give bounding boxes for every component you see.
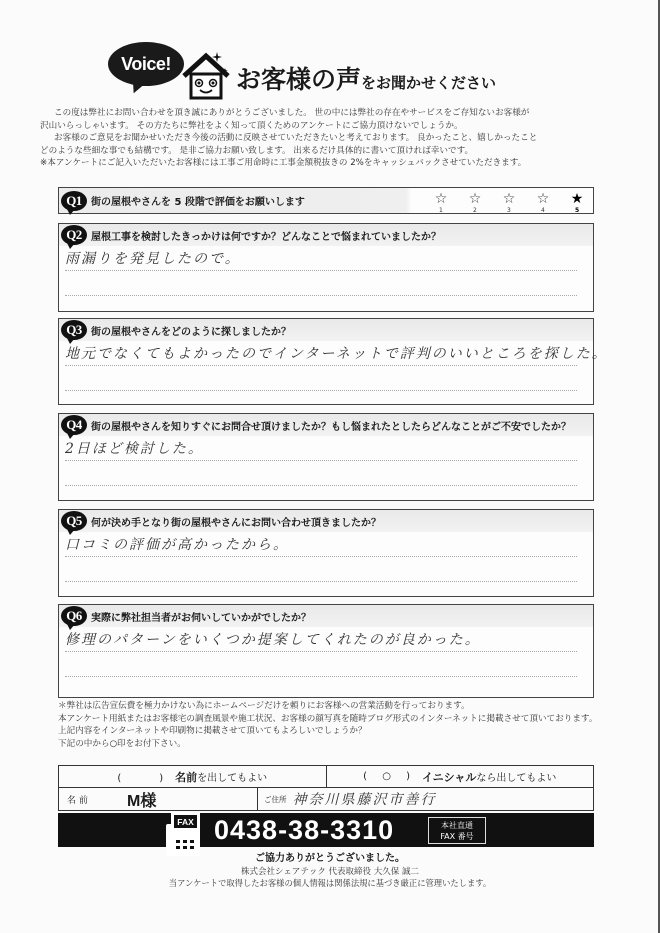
name-label: 名 前 [67,795,88,806]
fax-bar [58,813,594,847]
intro-line: お客様のご意見をお聞かせいただき今後の活動に反映させていただきたいと考えております。 良かったこと、嬉しかったこと [54,133,538,144]
company-name: 株式会社シェアテック 代表取締役 大久保 誠二 [241,867,419,877]
fax-tag [428,817,486,844]
handwritten-answer: 地元でなくてもよかったのでインターネットで評判のいいところを探した。 [65,346,608,362]
address-label: ご住所 [264,794,287,804]
publication-notes [58,700,618,751]
answer-line[interactable] [65,652,577,677]
note-line: 上記内容をインターネットや印刷物に掲載させて頂いてもよろしいでしょうか？ [58,726,367,737]
question-badge: Q4 [61,415,87,435]
handwritten-answer: 雨漏りを発見したので。 [65,251,241,267]
question-badge: Q1 [61,191,87,211]
note-line: 本アンケート用紙またはお客様宅の調査風景や施工状況、お客様の顔写真を随時ブログ形式のインターネットに掲載させて頂いております。 [58,713,598,724]
intro-line: この度は弊社にお問い合わせを頂き誠にありがとうございました。 世の中には弊社の存在やサービスをご存知ないお客様が [54,108,530,118]
question-6-box [58,604,594,698]
star-icon-5-selected[interactable]: ★ 5 [570,191,584,214]
question-4-box [58,413,594,501]
answer-line[interactable] [65,461,577,486]
question-text: 実際に弊社担当者がお伺いしていかがでしたか？ [91,612,311,624]
question-3-header [59,319,593,341]
question-badge: Q2 [61,225,87,245]
answer-line[interactable] [65,532,577,557]
note-line: ＊弊社は広告宣伝費を極力かけない為にホームページだけを頼りにお客様への営業活動を行っております。 [58,701,470,711]
handwritten-answer: 修理のパターンをいくつか提案してくれたのが良かった。 [65,632,481,648]
address-value: 神奈川県藤沢市善行 [292,792,437,808]
question-text: 街の屋根やさんを 5 段階で評価をお願いします [91,197,305,208]
answer-line[interactable] [65,271,577,296]
question-badge: Q5 [61,511,87,531]
handwritten-answer: 2日ほど検討した。 [65,441,204,457]
title-sub: をお聞かせください [361,74,497,92]
fax-tag-line1: 本社直通 [441,820,473,830]
question-5-box [58,509,594,597]
question-3-box [58,318,608,405]
option-rest: を出してもよい [197,773,268,784]
question-5-header [59,510,593,532]
answer-line[interactable] [65,436,577,461]
option-mark: ( ) [117,773,170,784]
question-4-header [59,414,593,436]
option-initial[interactable] [326,766,594,787]
question-1-box [58,187,594,214]
answer-line[interactable] [65,341,608,366]
voice-badge: Voice! [108,42,184,86]
star-icon-4[interactable]: ☆ 4 [536,191,550,214]
question-text: 屋根工事を検討したきっかけは何ですか？どんなことで悩まれていましたか？ [91,231,441,243]
intro-line: どのような些細な事でも結構です。 是非ご協力お願い致します。 出来るだけ具体的に書いて頂ければ幸いです。 [40,145,474,156]
answer-line[interactable] [65,246,577,271]
name-field[interactable]: M様 [127,792,157,810]
thanks-message: ご協力ありがとうございました。 [255,853,405,864]
intro-line: 沢山いらっしゃいます。 その方たちに弊社をよく知って頂くためのアンケートにご協力頂けないでしょうか。 [40,120,463,131]
fax-tag-line2: FAX 番号 [440,831,474,841]
note-line: 下記の中から○印をお付下さい。 [58,739,186,750]
handwritten-answer: 口コミの評価が高かったから。 [65,537,289,553]
question-text: 街の屋根やさんをどのように探しましたか？ [91,326,291,338]
option-bold: 名前 [175,770,198,784]
smiling-house-icon [180,50,232,102]
question-2-header [59,224,593,246]
intro-line: ※本アンケートにご記入いただいたお客様には工事ご用命時に工事金額税抜きの 2%をキャッシュバックさせていただきます。 [40,158,527,169]
svg-text:FAX: FAX [177,817,194,827]
option-rest: なら出してもよい [476,773,557,784]
option-full-name[interactable] [59,766,326,787]
answer-line[interactable] [65,557,577,582]
question-1-header [59,188,593,213]
privacy-notice: 当アンケートで取得したお客様の個人情報は関係法規に基づき厳正に管理いたします。 [168,878,492,888]
page-title [236,60,496,96]
question-text: 街の屋根やさんを知りすぐにお問合せ頂けましたか？もし悩まれたとしたらどんなことがご不安でしたか？ [91,421,571,433]
question-badge: Q3 [61,320,87,340]
intro-text [40,107,620,170]
answer-line[interactable] [65,366,577,391]
title-main: お客様の声 [236,65,362,94]
consent-table [58,765,594,811]
question-2-box [58,223,594,312]
consent-options-row [59,766,593,788]
answer-line[interactable] [65,627,577,652]
star-icon-3[interactable]: ☆ 3 [502,191,516,214]
question-badge: Q6 [61,606,87,626]
header [108,42,548,104]
option-mark-circled: ( ○ ) [363,771,417,782]
question-text: 何が決め手となり街の屋根やさんにお問い合わせ頂きましたか？ [91,517,381,529]
customer-info-row [59,788,593,810]
rating-stars [433,188,585,214]
star-icon-1[interactable]: ☆ 1 [434,191,448,214]
address-field[interactable] [257,788,593,810]
fax-number: 0438-38-3310 [214,814,395,845]
option-bold: イニシャル [422,770,477,784]
question-6-header [59,605,593,627]
star-icon-2[interactable]: ☆ 2 [468,191,482,214]
